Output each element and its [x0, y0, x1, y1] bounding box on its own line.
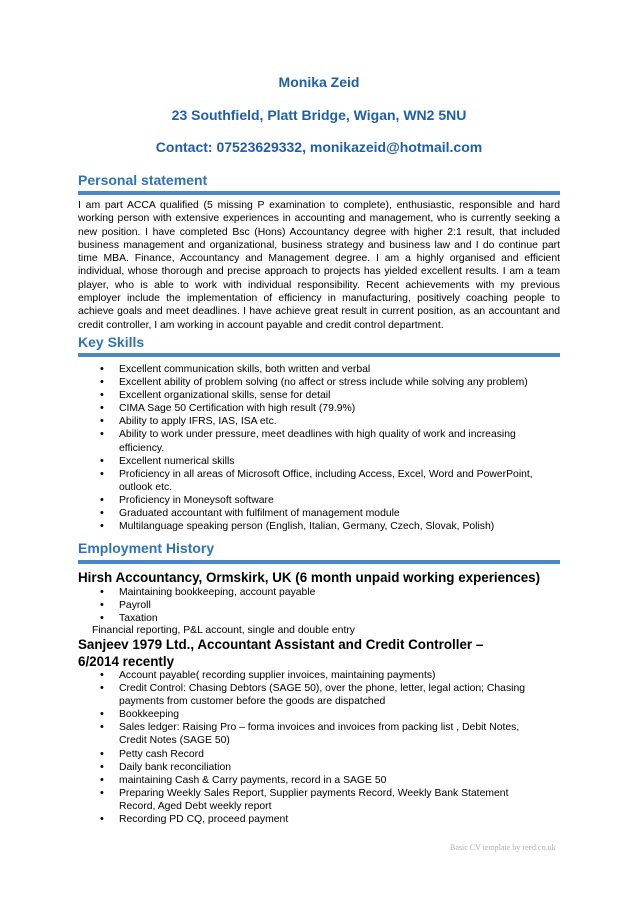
job-duties-list [99, 669, 539, 826]
section-title-personal-statement: Personal statement [78, 172, 208, 188]
list-item: • Preparing Weekly Sales Report, Supplier payments Record, Weekly Bank Statement Record, Aged Debt weekly report [99, 787, 539, 813]
job-heading-hirsh: Hirsh Accountancy, Ormskirk, UK (6 month unpaid working experiences) [78, 570, 541, 585]
candidate-contact: Contact: 07523629332, monikazeid@hotmail.com [155, 139, 483, 155]
job-duties-list [99, 586, 539, 625]
list-item: • Maintaining bookkeeping, account payable [99, 586, 539, 599]
list-item: • Excellent organizational skills, sense for detail [99, 389, 539, 402]
list-item: • Ability to apply IFRS, IAS, ISA etc. [99, 415, 539, 428]
list-item: • Graduated accountant with fulfilment of management module [99, 507, 539, 520]
list-item: • Proficiency in Moneysoft software [99, 494, 539, 507]
list-item: • Petty cash Record [99, 748, 539, 761]
list-item: • Ability to work under pressure, meet deadlines with high quality of work and increasing efficiency. [99, 428, 539, 454]
list-item: • Excellent communication skills, both written and verbal [99, 363, 539, 376]
template-footer: Basic CV template by reed.co.uk [450, 843, 556, 852]
list-item: • Account payable( recording supplier invoices, maintaining payments) [99, 669, 539, 682]
section-divider [78, 560, 560, 564]
list-item: • Bookkeeping [99, 708, 539, 721]
job-heading-sanjeev: Sanjeev 1979 Ltd., Accountant Assistant and Credit Controller – 6/2014 recently [78, 637, 484, 669]
personal-statement-text: I am part ACCA qualified (5 missing P examination to complete), enthusiastic, responsible and hard working person with extensive experiences in accounting and management, who is currently seeking a new position. I have completed Bsc (Hons) Accountancy degree with higher 2:1 result, that included business management and organizational, business strategy and business law and I do continue part time MBA. Finance, Accountancy and Management degree. I am a highly organised and efficient individual, whose thorough and precise approach to projects has yielded excellent results. I am a team player, who is able to work with individual responsibility. Recent achievements with my previous employer include the implementation of efficiency in manufacturing, positively coaching people to achieve goals and meet deadlines. I have achieve great result in current position, as an accountant and credit controller, I am working in account payable and credit control department. [78, 200, 560, 331]
section-title-key-skills: Key Skills [78, 334, 145, 350]
list-item: • maintaining Cash & Carry payments, record in a SAGE 50 [99, 774, 539, 787]
list-item: • Recording PD CQ, proceed payment [99, 813, 539, 826]
list-item: • Taxation [99, 612, 539, 625]
list-item: • Multilanguage speaking person (English, Italian, Germany, Czech, Slovak, Polish) [99, 520, 539, 533]
list-item: • Excellent numerical skills [99, 455, 539, 468]
section-divider [78, 353, 560, 357]
candidate-name: Monika Zeid [278, 74, 360, 90]
list-item: • Daily bank reconciliation [99, 761, 539, 774]
list-item: • CIMA Sage 50 Certification with high result (79.9%) [99, 402, 539, 415]
list-item: • Sales ledger: Raising Pro – forma invoices and invoices from packing list , Debit Notes, Credit Notes (SAGE 50) [99, 721, 539, 747]
list-item: • Proficiency in all areas of Microsoft Office, including Access, Excel, Word and PowerPoint, outlook etc. [99, 468, 539, 494]
section-divider [78, 191, 560, 195]
list-item: • Credit Control: Chasing Debtors (SAGE 50), over the phone, letter, legal action; Chasing payments from customer before the goods are dispatched [99, 682, 539, 708]
candidate-address: 23 Southfield, Platt Bridge, Wigan, WN2 5NU [171, 107, 467, 123]
list-item: • Excellent ability of problem solving (no affect or stress include while solving any problem) [99, 376, 539, 389]
key-skills-list [99, 363, 539, 533]
list-item: • Payroll [99, 599, 539, 612]
job-note: Financial reporting, P&L account, single and double entry [92, 625, 356, 636]
section-title-employment-history: Employment History [78, 540, 215, 556]
